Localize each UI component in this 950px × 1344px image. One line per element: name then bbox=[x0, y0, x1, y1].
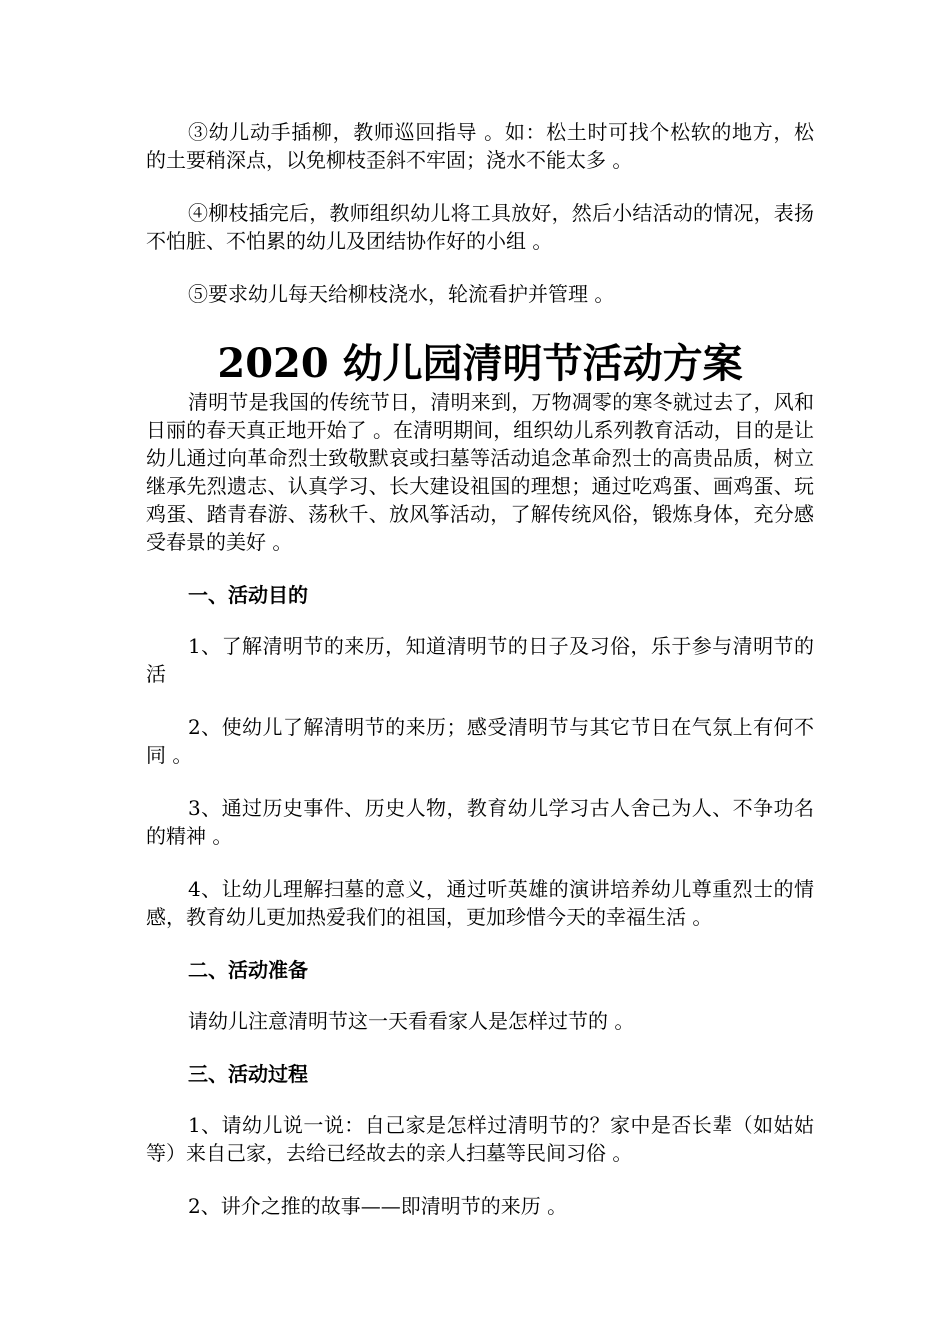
document-page bbox=[146, 118, 814, 1245]
section-heading-goals: 一、活动目的 bbox=[188, 583, 308, 607]
section-heading-process: 三、活动过程 bbox=[188, 1062, 308, 1086]
paragraph-step-3: ③幼儿动手插柳，教师巡回指导 。如：松土时可找个松软的地方，松的土要稍深点，以免柳枝歪斜不牢固；浇水不能太多 。 bbox=[146, 120, 814, 172]
goal-item-3: 3、通过历史事件、历史人物，教育幼儿学习古人舍己为人、不争功名的精神 。 bbox=[146, 796, 814, 848]
paragraph-step-5: ⑤要求幼儿每天给柳枝浇水，轮流看护并管理 。 bbox=[188, 282, 615, 306]
section-heading-preparation: 二、活动准备 bbox=[188, 958, 308, 982]
process-item-2: 2、讲介之推的故事——即清明节的来历 。 bbox=[188, 1194, 568, 1218]
document-title: 2020 幼儿园清明节活动方案 bbox=[217, 340, 743, 387]
goal-item-2: 2、使幼儿了解清明节的来历；感受清明节与其它节日在气氛上有何不同 。 bbox=[146, 715, 814, 767]
paragraph-step-4: ④柳枝插完后，教师组织幼儿将工具放好，然后小结活动的情况，表扬不怕脏、不怕累的幼儿及团结协作好的小组 。 bbox=[146, 201, 814, 253]
intro-paragraph: 清明节是我国的传统节日，清明来到，万物凋零的寒冬就过去了，风和日丽的春天真正地开始了 。在清明期间，组织幼儿系列教育活动，目的是让幼儿通过向革命烈士致敬默哀或扫墓等活动追念革命烈士的高贵品质，树立继承先烈遗志、认真学习、长大建设祖国的理想；通过吃鸡蛋、画鸡蛋、玩鸡蛋、踏青春游、荡秋千、放风筝活动，了解传统风俗，锻炼身体，充分感受春景的美好 。 bbox=[146, 390, 814, 554]
preparation-item-1: 请幼儿注意清明节这一天看看家人是怎样过节的 。 bbox=[188, 1009, 635, 1033]
process-item-1: 1、请幼儿说一说：自己家是怎样过清明节的？家中是否长辈（如姑姑等）来自己家，去给已经故去的亲人扫墓等民间习俗 。 bbox=[146, 1113, 814, 1165]
goal-item-1: 1、了解清明节的来历，知道清明节的日子及习俗，乐于参与清明节的活 bbox=[146, 634, 814, 686]
goal-item-4: 4、让幼儿理解扫墓的意义，通过听英雄的演讲培养幼儿尊重烈士的情感，教育幼儿更加热爱我们的祖国，更加珍惜今天的幸福生活 。 bbox=[146, 877, 814, 929]
